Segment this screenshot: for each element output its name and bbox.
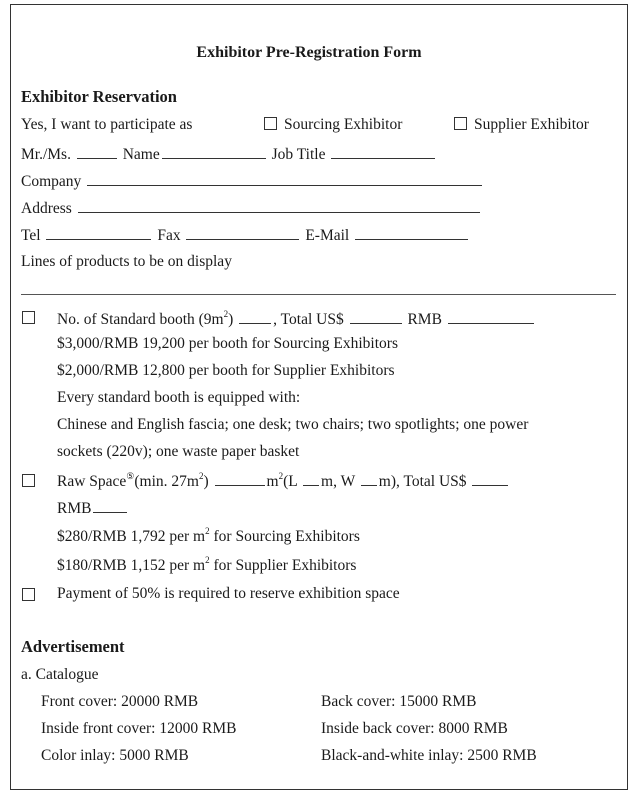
- name-label: Name: [122, 146, 160, 163]
- booth-price-sourcing: $3,000/RMB 19,200 per booth for Sourcing Exhibitors: [57, 335, 398, 352]
- products-field-line[interactable]: [21, 294, 616, 295]
- form-title: Exhibitor Pre-Registration Form: [196, 44, 422, 61]
- booth-equipment-line1: Chinese and English fascia; one desk; two chairs; two spotlights; one power: [57, 416, 529, 433]
- raw-space-width-field[interactable]: [361, 470, 377, 486]
- raw-space-price-sourcing: $280/RMB 1,792 per $m^2$ for Sourcing Exhibitors: [57, 526, 360, 545]
- raw-space-checkbox[interactable]: [22, 474, 35, 487]
- sourcing-exhibitor-option[interactable]: Sourcing Exhibitor: [264, 115, 402, 135]
- tel-field[interactable]: [46, 224, 151, 240]
- standard-booth-checkbox[interactable]: [22, 311, 35, 324]
- ad-back-cover: Back cover: 15000 RMB: [321, 693, 477, 710]
- company-label: Company: [21, 173, 82, 190]
- booth-total-usd-field[interactable]: [350, 308, 402, 324]
- raw-space-total-rmb-field[interactable]: [93, 497, 127, 513]
- phone-row: [21, 224, 470, 246]
- participate-label: Yes, I want to participate as: [21, 116, 193, 133]
- fax-field[interactable]: [186, 224, 299, 240]
- supplier-exhibitor-option[interactable]: Supplier Exhibitor: [454, 115, 589, 135]
- ad-bw-inlay: Black-and-white inlay: 2500 RMB: [321, 747, 537, 764]
- salutation-field[interactable]: [77, 143, 117, 159]
- ad-front-cover: Front cover: 20000 RMB: [41, 693, 199, 710]
- salutation-label: Mr./Ms.: [21, 146, 71, 163]
- catalogue-label: a. Catalogue: [21, 666, 99, 683]
- products-label: Lines of products to be on display: [21, 253, 232, 270]
- contact-row: [21, 143, 437, 165]
- raw-space-price-supplier: $180/RMB 1,152 per $m^2$ for Supplier Exhibitors: [57, 555, 357, 574]
- standard-booth-row: No. of Standard booth $(9m^2)$ , Total US$ RMB: [57, 308, 536, 330]
- company-field[interactable]: [87, 170, 482, 186]
- fax-label: Fax: [157, 227, 181, 244]
- ad-inside-back-cover: Inside back cover: 8000 RMB: [321, 720, 508, 737]
- reservation-heading: Exhibitor Reservation: [21, 87, 177, 106]
- job-title-label: Job Title: [271, 146, 326, 163]
- supplier-exhibitor-checkbox[interactable]: [454, 117, 467, 130]
- company-row: [21, 170, 484, 192]
- booth-total-rmb-field[interactable]: [448, 308, 534, 324]
- booth-equipment-line2: sockets (220v); one waste paper basket: [57, 443, 300, 460]
- raw-space-rmb-row: RMB: [57, 497, 129, 519]
- raw-space-length-field[interactable]: [303, 470, 319, 486]
- email-field[interactable]: [355, 224, 468, 240]
- booth-price-supplier: $2,000/RMB 12,800 per booth for Supplier Exhibitors: [57, 362, 395, 379]
- sourcing-exhibitor-checkbox[interactable]: [264, 117, 277, 130]
- name-field[interactable]: [162, 143, 266, 159]
- address-field[interactable]: [78, 197, 480, 213]
- ad-color-inlay: Color inlay: 5000 RMB: [41, 747, 189, 764]
- raw-space-total-usd-field[interactable]: [472, 470, 508, 486]
- email-label: E-Mail: [305, 227, 350, 244]
- tel-label: Tel: [21, 227, 41, 244]
- footnote-mark: ⑤: [126, 471, 135, 481]
- raw-space-row: Raw Space⑤(min. $27m^2$) $m^2(L$ m, W m), Total US$: [57, 470, 510, 492]
- address-label: Address: [21, 200, 72, 217]
- payment-checkbox[interactable]: [22, 588, 35, 601]
- advertisement-heading: Advertisement: [21, 637, 125, 656]
- address-row: [21, 197, 482, 219]
- booth-equipped-label: Every standard booth is equipped with:: [57, 389, 301, 406]
- job-title-field[interactable]: [331, 143, 435, 159]
- ad-inside-front-cover: Inside front cover: 12000 RMB: [41, 720, 237, 737]
- payment-note: Payment of 50% is required to reserve exhibition space: [57, 585, 400, 602]
- raw-space-area-field[interactable]: [215, 470, 265, 486]
- booth-count-field[interactable]: [239, 308, 271, 324]
